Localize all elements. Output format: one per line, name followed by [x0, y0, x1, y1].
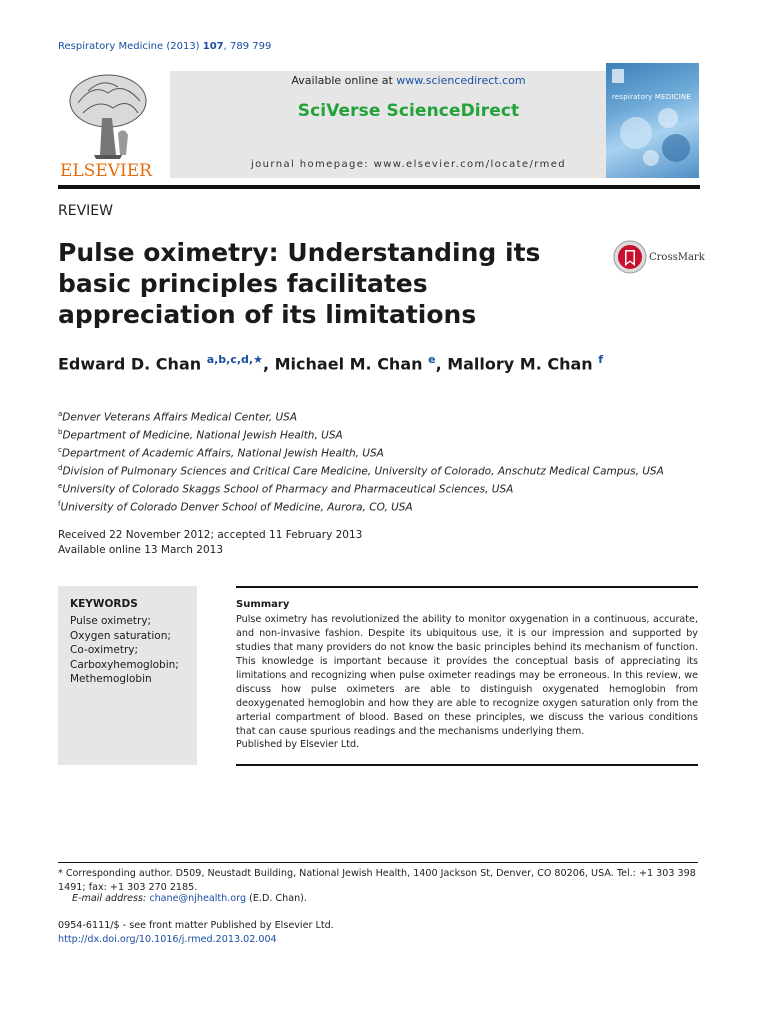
affiliation-text: Department of Academic Affairs, National Jewish Health, USA — [61, 447, 384, 460]
doi-link[interactable]: http://dx.doi.org/10.1016/j.rmed.2013.02.004 — [58, 934, 277, 945]
keywords-heading: KEYWORDS — [70, 598, 138, 610]
svg-text:ELSEVIER: ELSEVIER — [60, 161, 152, 178]
affiliation-item — [58, 425, 698, 443]
available-online-line — [170, 74, 647, 87]
author-name[interactable]: , Mallory M. Chan — [435, 354, 593, 374]
affiliation-mark: f — [58, 500, 61, 508]
author-name[interactable]: , Michael M. Chan — [262, 354, 423, 374]
sciencedirect-link[interactable]: www.sciencedirect.com — [396, 74, 526, 87]
affiliation-mark: b — [58, 428, 63, 436]
author-affiliation-marks[interactable]: e — [428, 353, 436, 366]
elsevier-tree-icon — [58, 63, 168, 178]
affiliation-mark: c — [58, 446, 62, 454]
affiliation-item — [58, 443, 698, 461]
summary-top-rule — [236, 586, 698, 588]
cover-art-icon — [606, 63, 699, 178]
corresponding-author-note: * Corresponding author. D509, Neustadt Building, National Jewish Health, 1400 Jackson St, Denver, CO 80206, USA. Tel.: +1 303 398 1491; fax: +1 303 270 2185. — [58, 868, 696, 893]
keyword-item: Carboxyhemoglobin; — [70, 658, 179, 671]
author-affiliation-marks[interactable]: f — [598, 353, 604, 366]
cover-title: respiratory MEDICINE — [612, 93, 692, 101]
affiliation-text: University of Colorado Skaggs School of Pharmacy and Pharmaceutical Sciences, USA — [62, 483, 514, 496]
published-by: Published by Elsevier Ltd. — [236, 739, 360, 750]
affiliation-item — [58, 479, 698, 497]
journal-cover-image[interactable] — [606, 63, 699, 178]
journal-homepage[interactable]: journal homepage: www.elsevier.com/locate/rmed — [250, 159, 567, 170]
citation-pages: , 789 799 — [223, 41, 272, 52]
affiliation-mark: a — [58, 410, 63, 418]
keyword-item: Oxygen saturation; — [70, 629, 171, 642]
crossmark-icon — [613, 240, 647, 274]
sciverse-brand: SciVerse ScienceDirect — [297, 101, 520, 121]
available-online-date: Available online 13 March 2013 — [58, 543, 223, 556]
issn-line: 0954-6111/$ - see front matter Published by Elsevier Ltd. — [58, 920, 334, 931]
author-name[interactable]: Edward D. Chan — [58, 354, 202, 374]
article-section-label: REVIEW — [58, 203, 113, 219]
author-affiliation-marks[interactable]: a,b,c,d,★ — [206, 353, 263, 366]
citation-volume: 107 — [202, 41, 224, 52]
header-divider — [58, 185, 700, 189]
email-line — [72, 893, 307, 904]
keyword-item: Co-oximetry; — [70, 644, 139, 656]
keyword-item: Pulse oximetry; — [70, 615, 152, 627]
affiliation-item — [58, 497, 698, 515]
summary-text: Pulse oximetry has revolutionized the ability to monitor oxygenation in a continuous, accurate, and non-invasive fashion. Despite its ubiquitous use, it is our impression and supported by studies that many providers do not know the basic principles behind its mechanism of function. This knowledge is important because it provides the conceptual basis of appreciating its limitations and recognizing when pulse oximeter readings may be erroneous. In this review, we discuss how pulse oximeters are able to distinguish oxygenated hemoglobin from deoxygenated hemoglobin and how they are able to recognize oxygen saturation only from the arterial compartment of blood. Based on these principles, we discuss the various conditions that can cause spurious readings and the mechanisms underlying them. — [236, 614, 698, 737]
affiliation-item — [58, 461, 698, 479]
elsevier-logo[interactable] — [58, 63, 168, 178]
affiliation-mark: e — [58, 482, 63, 490]
affiliation-text: Denver Veterans Affairs Medical Center, USA — [62, 411, 298, 424]
sciencedirect-banner — [170, 71, 647, 178]
article-dates — [58, 528, 362, 557]
email-suffix: (E.D. Chan). — [246, 893, 307, 904]
article-title: Pulse oximetry: Understanding its basic principles facilitates appreciation of its limitations — [58, 238, 541, 329]
received-date: Received 22 November 2012; accepted 11 February 2013 — [58, 529, 363, 541]
affiliation-list — [58, 407, 698, 515]
crossmark-label: CrossMark — [649, 252, 705, 263]
author-list — [58, 353, 603, 373]
email-label: E-mail address: — [72, 893, 147, 904]
citation-journal: Respiratory Medicine (2013) — [58, 41, 200, 52]
keywords-box — [58, 586, 197, 765]
author-email-link[interactable]: chane@njhealth.org — [149, 893, 247, 904]
crossmark-button[interactable] — [613, 240, 703, 276]
available-prefix: Available online at — [291, 74, 393, 87]
affiliation-item — [58, 407, 698, 425]
keyword-item: Methemoglobin — [70, 673, 152, 685]
summary-heading: Summary — [236, 599, 290, 610]
affiliation-text: University of Colorado Denver School of Medicine, Aurora, CO, USA — [60, 501, 413, 514]
journal-header — [58, 63, 700, 178]
footnote-rule — [58, 862, 698, 863]
keywords-list — [70, 614, 179, 687]
affiliation-text: Department of Medicine, National Jewish Health, USA — [62, 429, 343, 442]
affiliation-mark: d — [58, 464, 63, 472]
journal-citation[interactable] — [58, 41, 271, 52]
summary-bottom-rule — [236, 764, 698, 766]
affiliation-text: Division of Pulmonary Sciences and Critical Care Medicine, University of Colorado, Anschutz Medical Campus, USA — [62, 465, 664, 478]
